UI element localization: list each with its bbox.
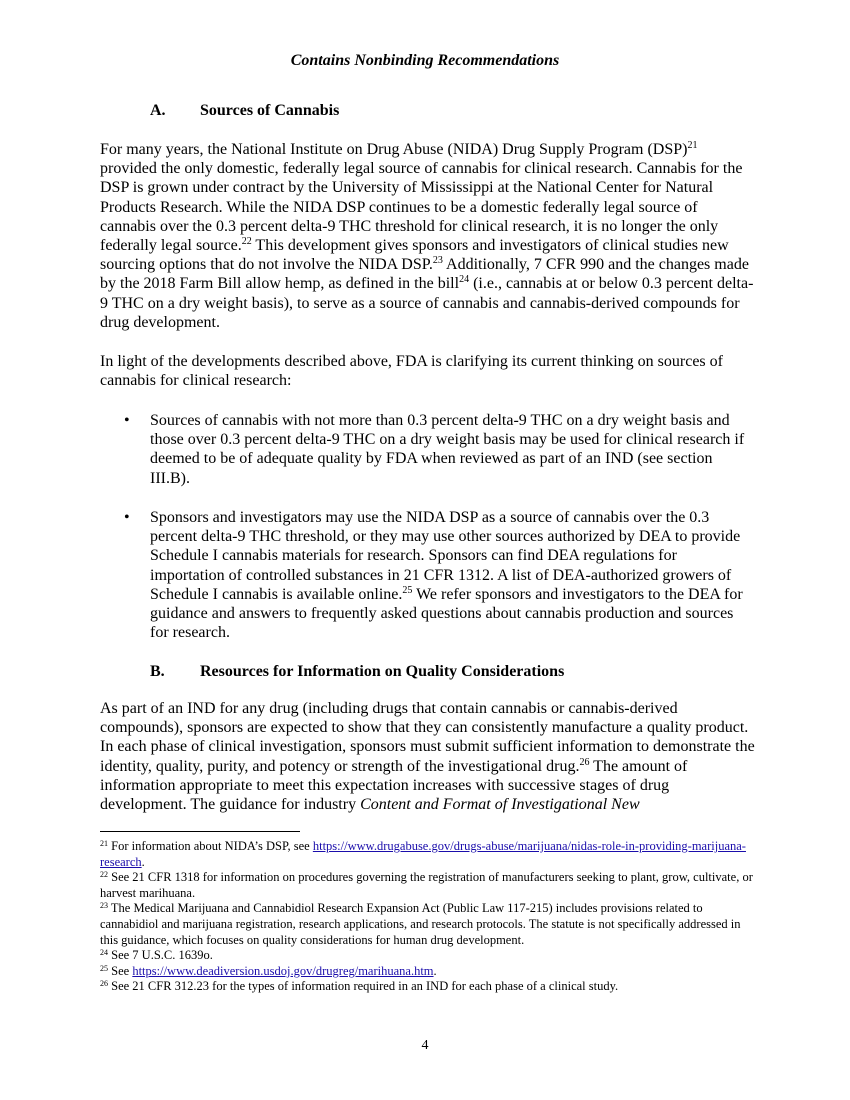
section-b-heading — [150, 662, 564, 682]
bullet-list — [100, 508, 755, 642]
section-b-paragraph-1: As part of an IND for any drug (including drugs that contain cannabis or cannabis-derived compounds), sponsors are expected to show that they can consistently manufacture a quality product. In each phase of clinical investigation, sponsors must submit sufficient information to demonstrate the identity, quality, purity, and potency or strength of the investigational drug.$^{26}$ The amount of information appropriate to meet this expectation increases with successive stages of drug development. The guidance for industry Content and Format of Investigational New — [100, 700, 755, 814]
footnotes-list — [100, 839, 755, 995]
footnote-ref-25[interactable]: 25 — [402, 584, 413, 596]
section-a-title: Sources of Cannabis — [200, 102, 340, 119]
footnote-21: $^{21}$ For information about NIDA’s DSP, see https://www.drugabuse.gov/drugs-abuse/marijuana/nidas-role-in-providing-marijuana-research. — [100, 839, 746, 869]
footnote-ref-26[interactable]: 26 — [579, 756, 590, 768]
section-a-letter: A. — [150, 102, 166, 119]
list-item: • Sponsors and investigators may use the NIDA DSP as a source of cannabis over the 0.3 percent delta-9 THC threshold, or they may use other sources authorized by DEA to provide Schedule I cannabis materials for research. Sponsors can find DEA regulations for importation of controlled substances in 21 CFR 1312. A list of DEA-authorized growers of Schedule I cannabis is available online.$^{25}$ We refer sponsors and investigators to the DEA for guidance and answers to frequently asked questions about cannabis production and sources for research. — [124, 509, 743, 642]
section-a-paragraph-2: In light of the developments described above, FDA is clarifying its current thinking on sources of cannabis for clinical research: — [100, 353, 723, 390]
footnote-ref-24[interactable]: 24 — [459, 274, 470, 286]
footnote-ref-22[interactable]: 22 — [241, 236, 252, 248]
bullet-list — [100, 411, 755, 488]
footnote-23: $^{23}$ The Medical Marijuana and Cannabidiol Research Expansion Act (Public Law 117-215) includes provisions related to cannabidiol and marijuana registration, research applications, and research protocols. The statute is not specifically addressed in this guidance, which focuses on quality considerations for human drug development. — [100, 901, 741, 947]
dea-marihuana-link[interactable]: https://www.deadiversion.usdoj.gov/drugreg/marihuana.htm — [132, 963, 434, 978]
bullet-icon: • — [124, 509, 130, 526]
footnote-22: $^{22}$ See 21 CFR 1318 for information on procedures governing the registration of manufacturers seeking to plant, grow, cultivate, or harvest marihuana. — [100, 870, 753, 900]
section-a-paragraph-1: For many years, the National Institute on Drug Abuse (NIDA) Drug Supply Program (DSP)$^{21}$ provided the only domestic, federally legal source of cannabis for clinical research. Cannabis for the DSP is grown under contract by the University of Mississippi at the National Center for Natural Products Research. While the NIDA DSP continues to be a domestic federally legal source of cannabis over the 0.3 percent delta-9 THC threshold for clinical research, it is no longer the only federally legal source.$^{22}$ This development gives sponsors and investigators of clinical studies new sourcing options that do not involve the NIDA DSP.$^{23}$ Additionally, 7 CFR 990 and the changes made by the 2018 Farm Bill allow hemp, as defined in the bill$^{24}$ (i.e., cannabis at or below 0.3 percent delta-9 THC on a dry weight basis), to serve as a source of cannabis and cannabis-derived compounds for drug development. — [100, 140, 754, 331]
footnote-separator — [100, 831, 300, 832]
footnote-24: $^{24}$ See 7 U.S.C. 1639o. — [100, 948, 213, 963]
footnote-ref-23[interactable]: 23 — [432, 255, 443, 267]
list-item: • Sources of cannabis with not more than 0.3 percent delta-9 THC on a dry weight basis and those over 0.3 percent delta-9 THC on a dry weight basis may be used for clinical research if deemed to be of adequate quality by FDA when reviewed as part of an IND (see section III.B). — [124, 412, 745, 487]
footnote-26: $^{26}$ See 21 CFR 312.23 for the types of information required in an IND for each phase of a clinical study. — [100, 979, 619, 994]
page-number: 4 — [421, 1038, 429, 1053]
section-b-letter: B. — [150, 663, 165, 680]
footnote-ref-21[interactable]: 21 — [687, 140, 698, 151]
page-header: Contains Nonbinding Recommendations — [290, 52, 560, 69]
section-a-heading — [150, 101, 339, 121]
bullet-icon: • — [124, 412, 130, 429]
footnote-25: $^{25}$ See https://www.deadiversion.usdoj.gov/drugreg/marihuana.htm. — [100, 963, 437, 978]
nida-dsp-link[interactable]: https://www.drugabuse.gov/drugs-abuse/marijuana/nidas-role-in-providing-marijuana-research — [100, 839, 746, 869]
section-b-title: Resources for Information on Quality Considerations — [200, 663, 565, 680]
